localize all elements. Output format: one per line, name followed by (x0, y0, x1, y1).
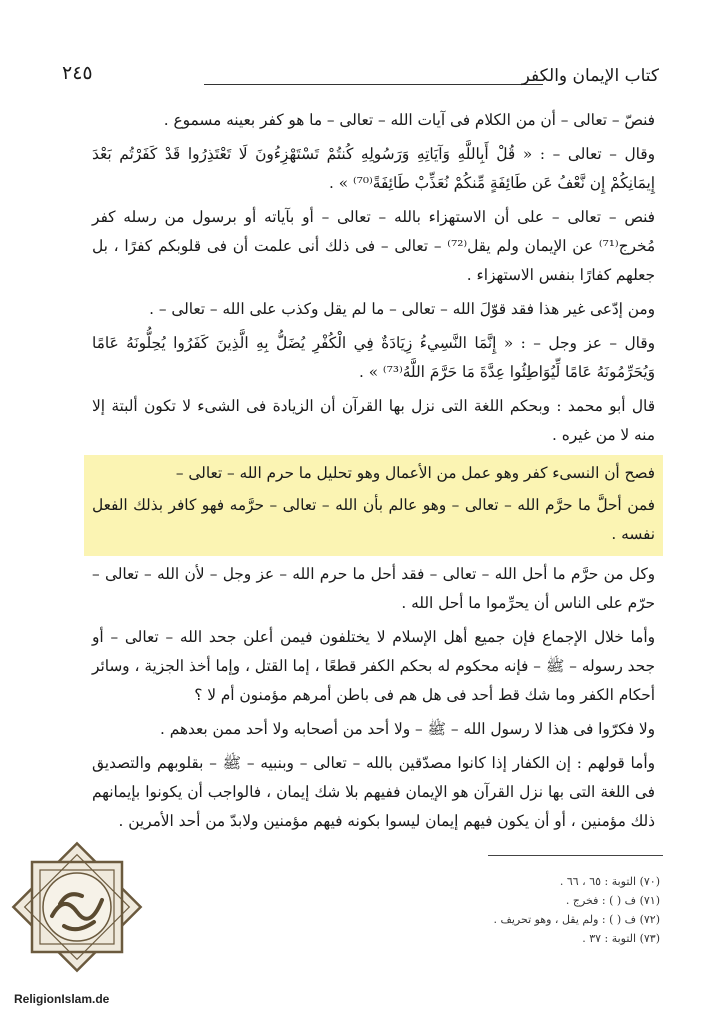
footnotes (390, 872, 660, 948)
paragraph: وقال – عز وجل – : « إِنَّمَا النَّسِيءُ زِيَادَةٌ فِي الْكُفْرِ يُضَلُّ بِهِ الَّذِينَ كَفَرُوا يُحِلُّونَهُ عَامًا وَيُحَرِّمُونَهُ عَامًا لِّيُوَاطِئُوا عِدَّةَ مَا حَرَّمَ اللَّهُ⁽⁷³⁾ » . (92, 334, 655, 381)
paragraph: ولا فكرّوا فى هذا لا رسول الله – ﷺ – ولا أحد من أصحابه ولا أحد ممن بعدهم . (160, 720, 655, 738)
paragraph: فنصّ – تعالى – أن من الكلام فى آيات الله – تعالى – ما هو كفر بعينه مسموع . (163, 111, 655, 129)
site-url: ReligionIslam.de (14, 992, 110, 1006)
paragraph: وكل من حرَّم ما أحل الله – تعالى – فقد أحل ما حرم الله – عز وجل – لأن الله – تعالى – حرّم على الناس أن يحرِّموا ما أحل الله . (92, 565, 655, 612)
running-title: كتاب الإيمان والكفر (521, 66, 659, 86)
footnote: (٧٢) ف ( ) : ولم يقل ، وهو تحريف . (493, 913, 660, 926)
highlighted-line: فصح أن النسىء كفر وهو عمل من الأعمال وهو تحليل ما حرم الله – تعالى – (175, 464, 655, 482)
footnote-rule (488, 855, 663, 856)
paragraph: وأما قولهم : إن الكفار إذا كانوا مصدّقين بالله – تعالى – وبنبيه – ﷺ – بقلوبهم والتصديق فى اللغة التى بها نزل القرآن هو الإيمان ففيهم بلا شك إيمان ، فالواجب أن يكونوا بإيمانهم ذلك مؤمنين ، أو أن يكون فيهم إيمان ليسوا بكونه فيهم مؤمنين ولابدّ من أحد الأمرين . (92, 754, 655, 830)
paragraph: وقال – تعالى – : « قُلْ أَبِاللَّهِ وَآيَاتِهِ وَرَسُولِهِ كُنتُمْ تَسْتَهْزِءُونَ لَا تَعْتَذِرُوا قَدْ كَفَرْتُم بَعْدَ إِيمَانِكُمْ إِن نَّعْفُ عَن طَائِفَةٍ مِّنكُمْ نُعَذِّبْ طَائِفَةً⁽⁷⁰⁾ » . (92, 145, 655, 192)
header-rule (204, 84, 543, 85)
paragraph: ومن إدّعى غير هذا فقد قوّلَ الله – تعالى – ما لم يقل وكذب على الله – تعالى – . (149, 300, 655, 318)
highlighted-passage (84, 455, 663, 556)
watermark-logo (4, 834, 150, 980)
footnote: (٧٠) التوبة : ٦٥ ، ٦٦ . (559, 875, 660, 888)
page-header (62, 62, 659, 92)
paragraph: وأما خلال الإجماع فإن جميع أهل الإسلام لا يختلفون فيمن أعلن جحد الله – تعالى – أو جحد رسوله – ﷺ – فإنه محكوم له بحكم الكفر قطعًا ، إما القتل ، وإما أخذ الجزية ، وسائر أحكام الكفر وما شك قط أحد فى هل هم فى باطن أمرهم مؤمنون أم لا ؟ (92, 628, 655, 704)
footnote: (٧٣) التوبة : ٣٧ . (582, 932, 660, 945)
highlighted-line: فمن أحلَّ ما حرَّم الله – تعالى – وهو عالم بأن الله – تعالى – حرَّمه فهو كافر بذلك الفعل نفسه . (92, 496, 655, 543)
paragraph: فنص – تعالى – على أن الاستهزاء بالله – تعالى – أو بآياته أو برسول من رسله كفر مُخرج⁽⁷¹⁾ عن الإيمان ولم يقل⁽⁷²⁾ – تعالى – فى ذلك أنى علمت أن فى قلوبكم كفرًا ، بل جعلهم كفارًا بنفس الاستهزاء . (92, 208, 656, 284)
page-number: ٢٤٥ (62, 62, 93, 84)
paragraph: قال أبو محمد : وبحكم اللغة التى نزل بها القرآن أن الزيادة فى الشىء لا تكون ألبتة إلا منه لا من غيره . (92, 397, 655, 444)
footnote: (٧١) ف ( ) : فخرج . (565, 894, 660, 907)
main-text (92, 106, 655, 841)
